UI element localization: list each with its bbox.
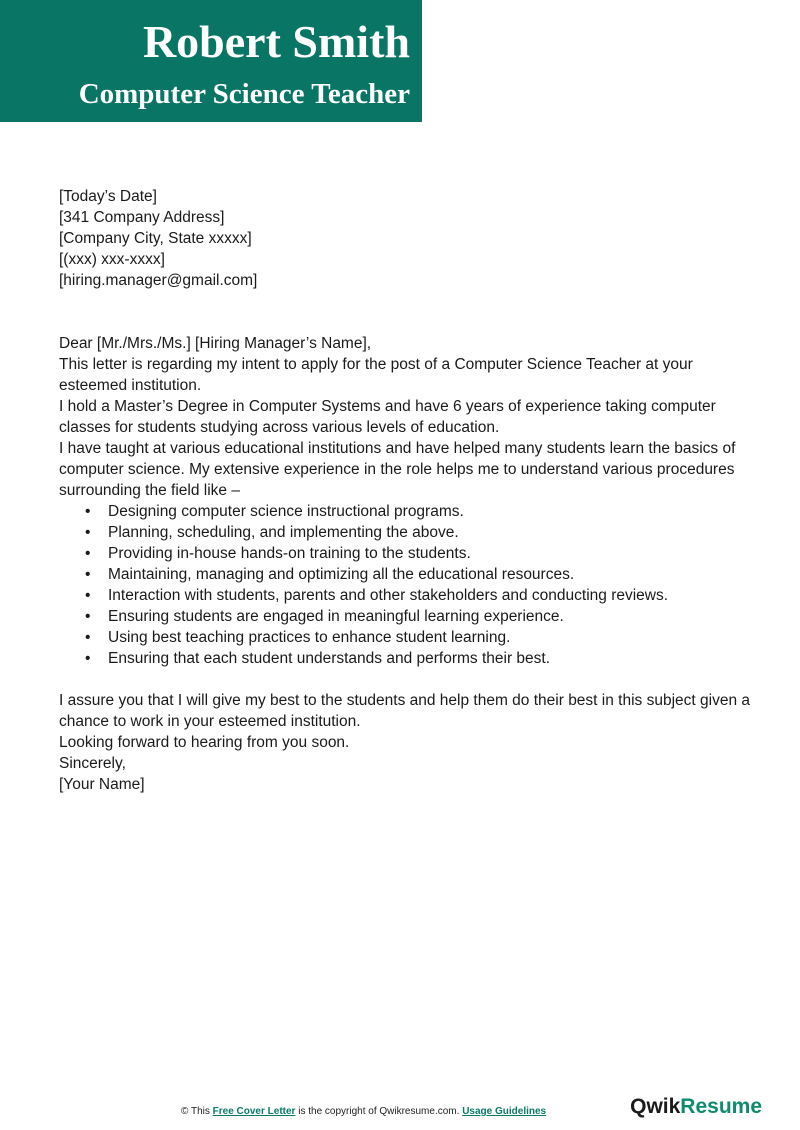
bullet-icon: • [85, 650, 91, 667]
responsibilities-list [59, 501, 759, 669]
list-item-text: Ensuring that each student understands and performs their best. [108, 650, 551, 667]
logo-part-qwik: Qwik [630, 1095, 681, 1118]
list-item-text: Using best teaching practices to enhance student learning. [108, 629, 511, 646]
closing-paragraph: I assure you that I will give my best to the students and help them do their best in this subject given a chance to work in your esteemed institution. [59, 692, 750, 730]
list-item [85, 564, 759, 585]
closing-paragraph: Looking forward to hearing from you soon. [59, 734, 350, 751]
list-item [85, 606, 759, 627]
letter-body [59, 186, 759, 795]
list-item [85, 585, 759, 606]
bullet-icon: • [85, 629, 91, 646]
body-paragraph: I hold a Master’s Degree in Computer Systems and have 6 years of experience taking computer classes for students studying across various levels of education. [59, 398, 716, 436]
salutation: Dear [Mr./Mrs./Ms.] [Hiring Manager’s Name], [59, 335, 372, 352]
bullet-icon: • [85, 545, 91, 562]
list-item [85, 648, 759, 669]
signoff: Sincerely, [59, 755, 126, 772]
usage-guidelines-link[interactable]: Usage Guidelines [462, 1106, 547, 1117]
qwikresume-logo[interactable] [630, 1093, 762, 1121]
list-item-text: Planning, scheduling, and implementing the above. [108, 524, 459, 541]
copyright-notice [181, 1105, 546, 1119]
list-item-text: Interaction with students, parents and other stakeholders and conducting reviews. [108, 587, 669, 604]
list-item [85, 543, 759, 564]
signoff-block [59, 753, 759, 795]
bullet-icon: • [85, 587, 91, 604]
address-line: [Company City, State xxxxx] [59, 230, 252, 247]
list-item [85, 501, 759, 522]
candidate-name: Robert Smith [142, 16, 410, 67]
list-item-text: Providing in-house hands-on training to the students. [108, 545, 471, 562]
body-paragraph: This letter is regarding my intent to apply for the post of a Computer Science Teacher at your esteemed institution. [59, 356, 693, 394]
bullet-icon: • [85, 566, 91, 583]
bullet-icon: • [85, 524, 91, 541]
free-cover-letter-link[interactable]: Free Cover Letter [212, 1106, 296, 1117]
list-item [85, 627, 759, 648]
signature-name: [Your Name] [59, 776, 145, 793]
header-band [0, 0, 422, 122]
list-item [85, 522, 759, 543]
letter-date: [Today’s Date] [59, 188, 157, 205]
bullet-icon: • [85, 503, 91, 520]
copyright-prefix: © This [181, 1106, 213, 1117]
address-line: [hiring.manager@gmail.com] [59, 272, 258, 289]
list-item-text: Maintaining, managing and optimizing all the educational resources. [108, 566, 575, 583]
recipient-address [59, 207, 759, 291]
list-item-text: Designing computer science instructional programs. [108, 503, 464, 520]
list-item-text: Ensuring students are engaged in meaningful learning experience. [108, 608, 564, 625]
address-line: [(xxx) xxx-xxxx] [59, 251, 165, 268]
bullet-icon: • [85, 608, 91, 625]
body-paragraph: I have taught at various educational institutions and have helped many students learn the basics of computer science. My extensive experience in the role helps me to understand various procedures surrounding the field like – [59, 440, 736, 499]
copyright-middle: is the copyright of Qwikresume.com. [295, 1106, 463, 1117]
candidate-role: Computer Science Teacher [78, 78, 410, 110]
logo-part-resume: Resume [680, 1095, 762, 1118]
address-line: [341 Company Address] [59, 209, 225, 226]
